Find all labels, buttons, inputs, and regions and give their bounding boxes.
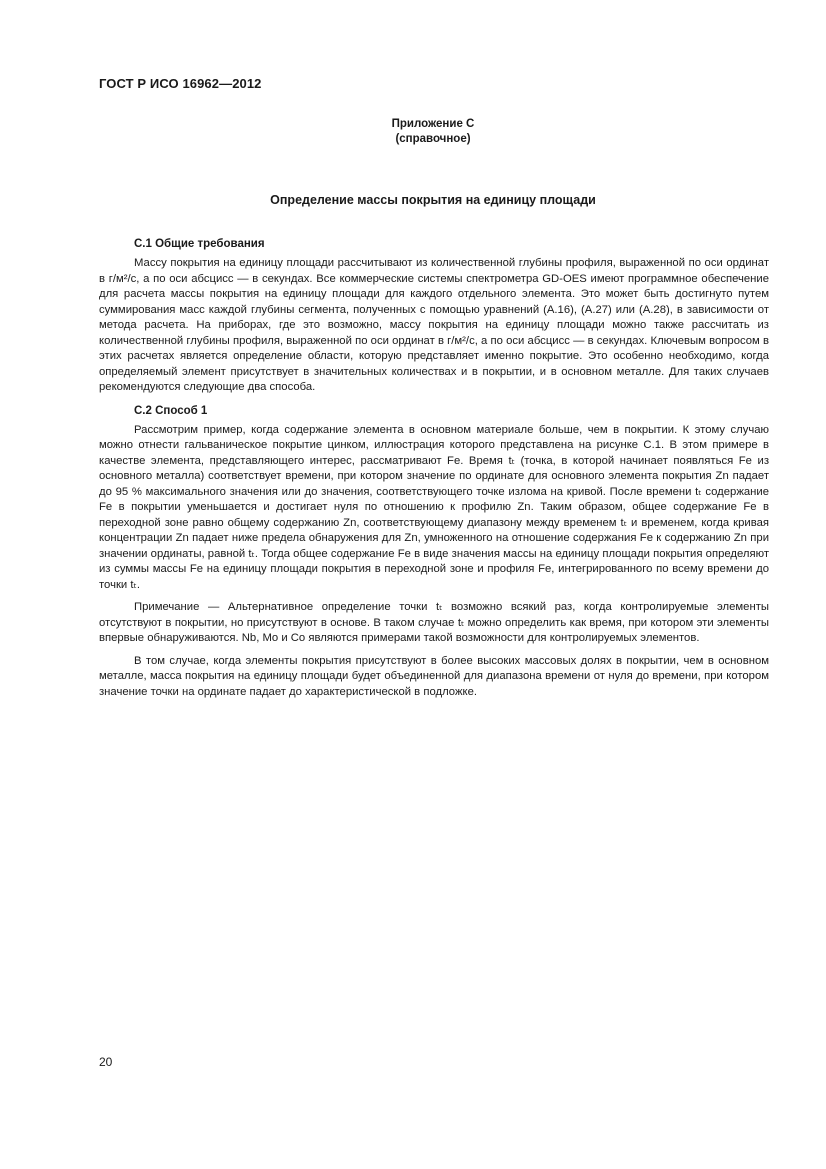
note-paragraph: Примечание — Альтернативное определение точки tₜ возможно всякий раз, когда контролируемые элементы отсутствуют в покрытии, но присутствуют в основе. В таком случае tₜ можно определить как время, при котором эти элементы впервые обнаруживаются. Nb, Mo и Co являются примерами такой возможности для контролируемых элементов. [99, 601, 769, 644]
section-heading: С.2 Способ 1 [134, 404, 208, 417]
paragraph: Массу покрытия на единицу площади рассчитывают из количественной глубины профиля, выраженной по оси ординат в г/м²/с, а по оси абсцисс — в секундах. Все коммерческие системы спектрометра GD-OES имеют программное обеспечение для расчета массы покрытия на единицу площади для каждого отдельного элемента. Это может быть достигнуто путем суммирования масс каждой глубины сегмента, полученных с помощью уравнений (А.16), (А.27) или (А.28), в зависимости от метода расчета. На приборах, где это возможно, массу покрытия на единицу площади можно также рассчитать из количественной глубины профиля, выраженной по оси ординат в г/м²/с, а по оси абсцисс — в секундах. Ключевым вопросом в этих расчетах является определение области, которую представляет именно покрытие. Это особенно необходимо, когда определяемый элемент присутствует в значительных количествах и в покрытии, и в основном металле. Для таких случаев рекомендуются следующие два способа. [99, 257, 769, 393]
section-general-requirements [99, 236, 769, 396]
paragraph: В том случае, когда элементы покрытия присутствуют в более высоких массовых долях в покрытии, чем в основном металле, масса покрытия на единицу площади будет объединенной для диапазона времени от нуля до времени, при котором значение точки на ординате падает до характеристической в подложке. [99, 654, 769, 698]
page-number: 20 [99, 1055, 113, 1069]
annex-heading [0, 117, 826, 147]
annex-title: Приложение С [391, 118, 475, 130]
annex-subtitle: (справочное) [395, 133, 471, 145]
paragraph: Рассмотрим пример, когда содержание элемента в основном материале больше, чем в покрытии. К этому случаю можно отнести гальваническое покрытие цинком, иллюстрация которого представлена на рисунке С.1. В этом примере в качестве элемента, представляющего интерес, рассматривают Fe. Время tₜ (точка, в которой начинает появляться Fe из основного металла) соответствует времени, при котором значение по ординате для основного элемента покрытия Zn падает до 95 % максимального значения или до значения, соответствующего точке излома на кривой. После времени tₜ содержание Fe в покрытии уменьшается и достигает нуля по отношению к профилю Zn. Таким образом, общее содержание Fe в переходной зоне равно общему содержанию Zn, соответствующему диапазону между временем tₜ и временем, когда кривая концентрации Zn падает ниже предела обнаружения для Zn, умноженного на отношение содержания Fe к содержанию Zn при значении ординаты, равной tₜ. Тогда общее содержание Fe в виде значения массы на единицу площади покрытия определяют из суммы массы Fe на единицу площади покрытия в переходной зоне и профиля Fe, интегрированного по всему времени до точки tₜ. [99, 423, 769, 591]
main-title: Определение массы покрытия на единицу площади [270, 193, 596, 207]
section-method-1 [99, 403, 769, 701]
section-heading: С.1 Общие требования [134, 238, 265, 250]
document-code-header: ГОСТ Р ИСО 16962—2012 [99, 76, 262, 91]
document-body [99, 236, 769, 700]
